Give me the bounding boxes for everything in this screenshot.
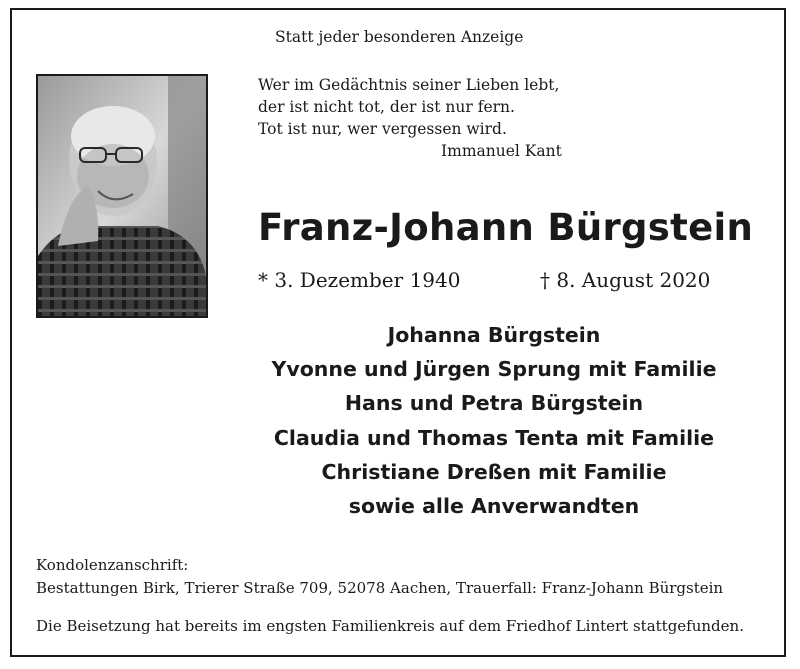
death-date: † 8. August 2020 [540,268,711,292]
mourner-line: Yvonne und Jürgen Sprung mit Familie [271,357,717,382]
deceased-name: Franz-Johann Bürgstein [258,206,754,249]
mourner-line: Claudia und Thomas Tenta mit Familie [273,425,715,450]
condolence-address: Bestattungen Birk, Trierer Straße 709, 52078 Aachen, Trauerfall: Franz-Johann Bürgstein [36,579,724,597]
mourner-line: sowie alle Anverwandten [348,494,640,519]
mourner-line: Johanna Bürgstein [387,323,601,347]
portrait-image [38,76,206,316]
burial-note: Die Beisetzung hat bereits im engsten Familienkreis auf dem Friedhof Lintert stattgefunden. [36,617,744,635]
mourners-list [244,318,744,523]
portrait-photo [36,74,208,318]
quote-author: Immanuel Kant [441,142,562,160]
condolence-block [36,554,723,600]
quote-line: Wer im Gedächtnis seiner Lieben lebt, [258,76,560,94]
birth-date: * 3. Dezember 1940 [258,268,461,292]
quote-block [258,74,562,162]
quote-line: Tot ist nur, wer vergessen wird. [258,120,507,138]
header-text: Statt jeder besonderen Anzeige [275,28,524,46]
mourner-line: Hans und Petra Bürgstein [344,391,644,416]
life-dates [258,268,711,292]
mourner-line: Christiane Dreßen mit Familie [321,459,667,484]
quote-line: der ist nicht tot, der ist nur fern. [258,98,515,116]
condolence-label: Kondolenzanschrift: [36,556,189,574]
